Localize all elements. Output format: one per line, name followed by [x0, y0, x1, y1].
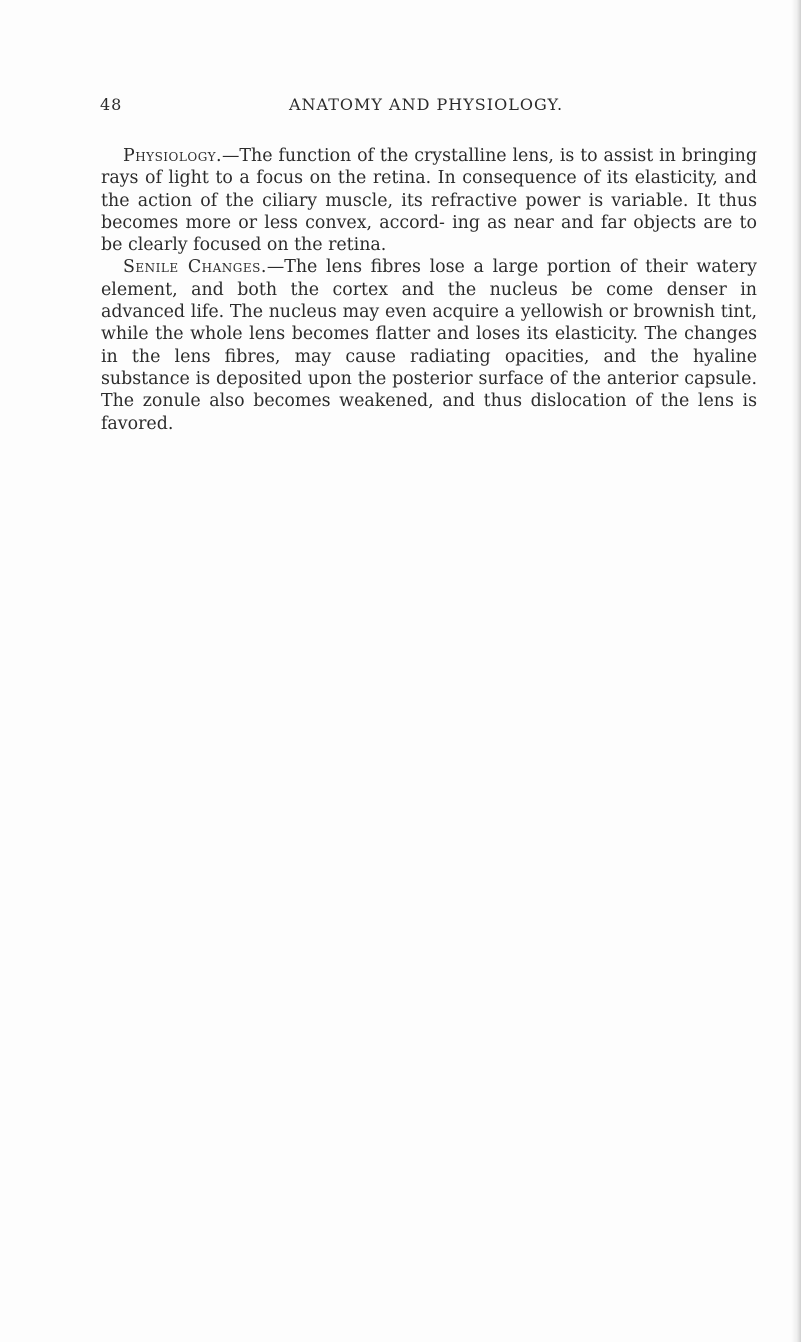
body-text [101, 145, 757, 435]
paragraph-heading: Senile Changes. [123, 257, 267, 278]
page-number: 48 [100, 95, 123, 114]
page-header [100, 95, 752, 119]
page-edge-shadow [791, 0, 801, 1342]
paragraph-senile-changes [101, 256, 757, 434]
running-head: ANATOMY AND PHYSIOLOGY. [289, 95, 564, 114]
paragraph-heading: Physiology. [123, 146, 223, 166]
paragraph-physiology [101, 145, 757, 256]
paragraph-text: —The lens fibres lose a large portion of their watery element, and both the cortex and the nucleus be come denser in advanced life. The nucleus may even acquire a yellowish or brownish tint, while the whole lens becomes flatter and loses its elasticity. The changes in the lens fibres, may cause radiating opacities, and the hyaline substance is deposited upon the posterior surface of the anterior capsule. The zonule also becomes weakened, and thus dislocation of the lens is favored. [101, 257, 757, 434]
paragraph-text: —The function of the crystalline lens, is to assist in bringing rays of light to a focus on the retina. In consequence of its elasticity, and the action of the ciliary muscle, its refractive power is variable. It thus becomes more or less convex, accord- ing as near and far objects are to be clearly focused on the retina. [101, 146, 757, 256]
